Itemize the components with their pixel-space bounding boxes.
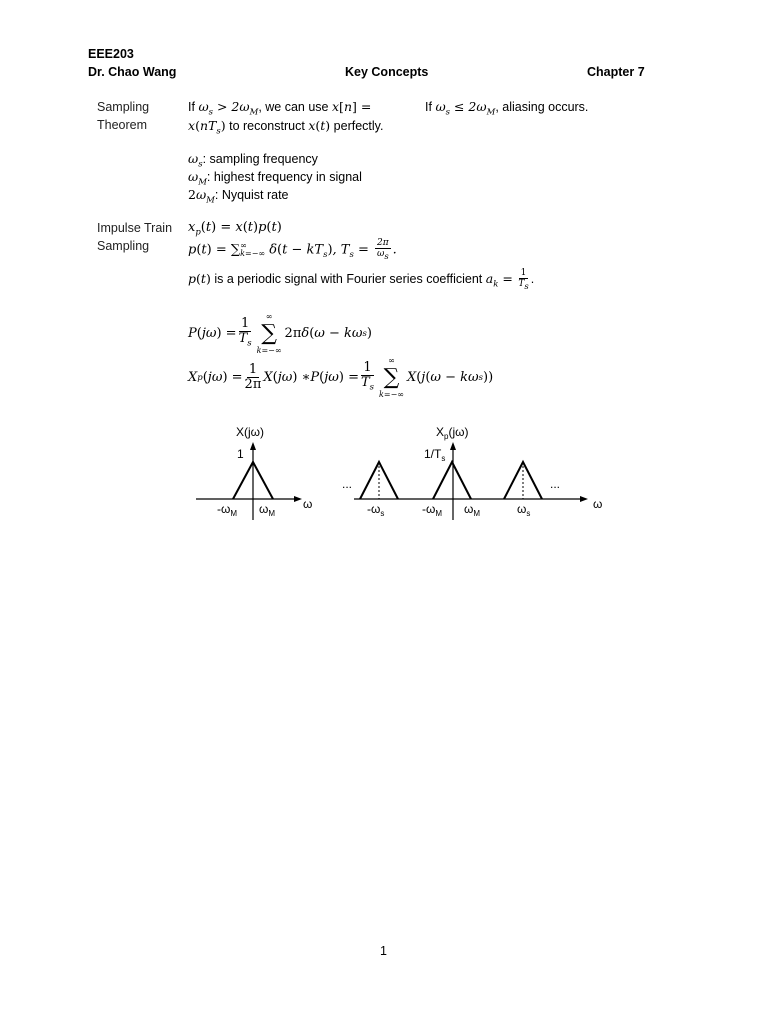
plot2-ylabel: $X_p(j\omega)$ bbox=[436, 425, 469, 441]
plot2-x-arrow bbox=[580, 496, 588, 502]
plot2-tick-neg-ws: $-\omega_s$ bbox=[367, 502, 385, 518]
plot2-ellipsis-left: ... bbox=[342, 477, 353, 491]
spectrum-plot-xp bbox=[340, 420, 620, 530]
course-code: EEE203 bbox=[88, 47, 134, 61]
def-nyquist-rate: $2\omega_M$: Nyquist rate bbox=[188, 187, 289, 206]
equation-p-t: p(t) = ∑ ∞ k=−∞ $\delta(t - kT_s)$, $T_s$ = $\frac{2\pi}{\omega_s}$ . bbox=[188, 238, 397, 262]
page-number: 1 bbox=[380, 944, 387, 958]
plot2-triangle-center bbox=[433, 462, 471, 499]
spectrum-plot-x bbox=[190, 420, 330, 530]
sampling-condition-line2: $x(nT_s)$ to reconstruct x(t) perfectly. bbox=[188, 118, 384, 137]
plot1-tick-wm: $\omega_M$ bbox=[259, 502, 276, 518]
plot1-tick-neg-wm: $-\omega_M$ bbox=[217, 502, 238, 518]
page-title: Key Concepts bbox=[345, 65, 429, 79]
plot2-tick-wm: $\omega_M$ bbox=[464, 502, 481, 518]
plot1-peak-label: 1 bbox=[237, 447, 244, 461]
def-sampling-frequency: $\omega_s$: sampling frequency bbox=[188, 151, 318, 170]
periodic-signal-statement: p(t) is a periodic signal with Fourier series coefficient $a_k$ = $\frac{1}{T_s}$ . bbox=[188, 268, 535, 292]
plot1-y-arrow bbox=[250, 442, 256, 450]
plot2-tick-neg-wm: $-\omega_M$ bbox=[422, 502, 443, 518]
sampling-condition-line1: If $\omega_s > 2\omega_M$, we can use x[n] = bbox=[188, 99, 372, 118]
plot2-tick-ws: $\omega_s$ bbox=[517, 502, 531, 518]
plot2-ellipsis-right: ... bbox=[550, 477, 561, 491]
sampling-label-line1: Sampling bbox=[97, 100, 150, 114]
impulse-label-line2: Sampling bbox=[97, 239, 150, 253]
chapter-label: Chapter 7 bbox=[587, 65, 645, 79]
plot1-xlabel: ω bbox=[303, 497, 313, 511]
sampling-label-line2: Theorem bbox=[97, 118, 148, 132]
plot1-ylabel: X(jω) bbox=[236, 425, 265, 439]
plot2-peak-label: $1/T_s$ bbox=[424, 447, 446, 463]
equation-Xp-jw: X p ( jω ) = $\frac{1}{2\pi}$ X ( jω ) ∗ P ( jω ) = $\frac{1}{T_s}$ ∞ ∑ k=−∞ X ( j ( ω − kω s )) bbox=[188, 356, 494, 399]
equation-P-jw: P ( jω ) = $\frac{1}{T_s}$ ∞ ∑ k=−∞ 2π δ ( ω − kω s ) bbox=[188, 312, 372, 355]
instructor-name: Dr. Chao Wang bbox=[88, 65, 177, 79]
plot2-xlabel: ω bbox=[593, 497, 603, 511]
equation-xp-t: $x_p(t) = x(t)p(t)$ bbox=[188, 220, 282, 238]
plot2-y-arrow bbox=[450, 442, 456, 450]
def-highest-frequency: $\omega_M$: highest frequency in signal bbox=[188, 169, 362, 188]
plot1-x-arrow bbox=[294, 496, 302, 502]
impulse-label-line1: Impulse Train bbox=[97, 221, 173, 235]
aliasing-condition: If $\omega_s \le 2\omega_M$, aliasing occurs. bbox=[425, 99, 589, 118]
